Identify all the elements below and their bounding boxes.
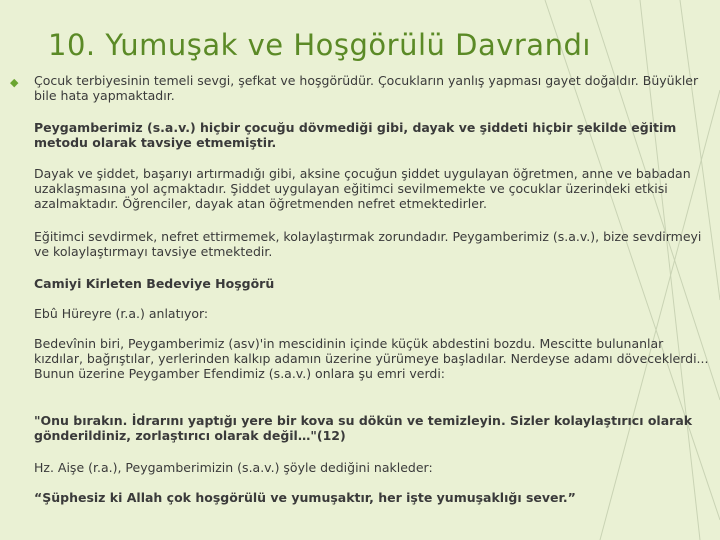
slide-title: 10. Yumuşak ve Hoşgörülü Davrandı bbox=[48, 28, 591, 62]
paragraph-4: Eğitimci sevdirmek, nefret ettirmemek, kolaylaştırmak zorundadır. Peygamberimiz (s.a.v.), bize sevdirmeyi ve kolaylaştırmayı tavsiye etmektedir. bbox=[34, 229, 702, 259]
diamond-bullet-icon: ◆ bbox=[10, 76, 19, 89]
quote-paragraph: "Onu bırakın. İdrarını yaptığı yere bir kova su dökün ve temizleyin. Sizler kolaylaştırıcı olarak gönderildiniz, zorlaştırıcı olarak değil…"(12) bbox=[34, 413, 693, 443]
paragraph-7: Hz. Aişe (r.a.), Peygamberimizin (s.a.v.) şöyle dediğini nakleder: bbox=[34, 460, 433, 475]
paragraph-1: Çocuk terbiyesinin temeli sevgi, şefkat ve hoşgörüdür. Çocukların yanlış yapması gayet doğaldır. Büyükler bile hata yapmaktadır. bbox=[34, 73, 699, 103]
closing-quote: “Şüphesiz ki Allah çok hoşgörülü ve yumuşaktır, her işte yumuşaklığı sever.” bbox=[34, 490, 576, 505]
paragraph-3: Dayak ve şiddet, başarıyı artırmadığı gibi, aksine çocuğun şiddet uygulayan öğretmen, anne ve babadan uzaklaşmasına yol açmaktadır. Şiddet uygulayan eğitimci sevilmemekte ve çocuklar üzerindeki etkisi azalmaktadır. Öğrenciler, dayak atan öğretmenden nefret etmektedirler. bbox=[34, 166, 691, 211]
paragraph-5: Ebû Hüreyre (r.a.) anlatıyor: bbox=[34, 306, 209, 321]
paragraph-6: Bedevînin biri, Peygamberimiz (asv)'in mescidinin içinde küçük abdestini bozdu. Mescitte bulunanlar kızdılar, bağrıştılar, yerlerinden kalkıp adamın üzerine yürümeye başladılar. Nerdeyse adamı döveceklerdi... Bunun üzerine Peygamber Efendimiz (s.a.v.) onlara şu emri verdi: bbox=[34, 336, 709, 381]
section-heading: Camiyi Kirleten Bedeviye Hoşgörü bbox=[34, 276, 275, 291]
paragraph-2: Peygamberimiz (s.a.v.) hiçbir çocuğu dövmediği gibi, dayak ve şiddeti hiçbir şekilde eğitim metodu olarak tavsiye etmemiştir. bbox=[34, 120, 677, 150]
